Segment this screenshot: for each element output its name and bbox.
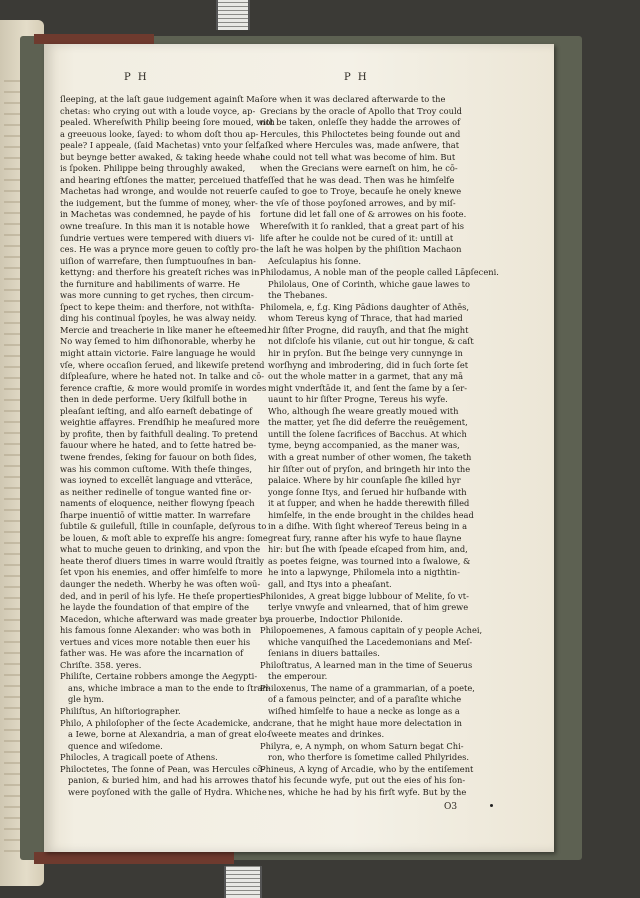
right-column bbox=[260, 94, 499, 798]
color-scale-bottom bbox=[224, 866, 262, 898]
text-line: palaice. Where by hir counſaple ſhe killed hyr bbox=[268, 475, 461, 486]
text-line: untill the ſolene ſacrifices of Bacchus. At which bbox=[268, 428, 467, 439]
text-line: a prouerbe, Indoctior Philonide. bbox=[268, 613, 403, 624]
text-line: Philiſtus, An hiſtoriographer. bbox=[60, 705, 181, 716]
text-line: quence and wiſedome. bbox=[68, 740, 163, 751]
text-line: his famous ſonne Alexander: who was both in bbox=[60, 625, 252, 636]
text-line: uiſion of warrefare, then ſumptuouſnes in ban- bbox=[60, 255, 256, 266]
text-line: pleaſant ieſting, and alſo earneſt debatinge of bbox=[60, 405, 253, 416]
text-line: owne treaſure. In this man it is notable howe bbox=[60, 221, 250, 232]
text-line: ſundrie vertues were tempered with diuers vi- bbox=[60, 232, 255, 243]
text-line: whiche vanquiſhed the Lacedemonians and Meſ- bbox=[268, 636, 473, 647]
text-line: in a diſhe. With ſight whereof Tereus being in a bbox=[268, 521, 468, 532]
text-line: Philoctetes, The ſonne of Pean, was Hercules cō- bbox=[60, 763, 265, 774]
text-line: ſenians in diuers battailes. bbox=[268, 648, 380, 659]
cover-spine-top bbox=[34, 34, 154, 44]
text-line: ding his continual ſpoyles, he was alway neidy. bbox=[60, 313, 257, 324]
text-line: peale? I appeale, (ſaid Machetas) vnto your ſelf, bbox=[60, 140, 262, 151]
text-line: diſpleaſure, where he hated not. In talke and cō- bbox=[60, 371, 265, 382]
text-line: out the whole matter in a garmet, that any mā bbox=[268, 371, 464, 382]
text-line: ſharpe inuentiō of wittie matter. In warrefare bbox=[60, 509, 251, 520]
text-line: uaunt to hir ſiſter Progne, Tereus his wyfe. bbox=[268, 394, 448, 405]
text-line: life after he coulde not be cured of it: untill at bbox=[260, 232, 454, 243]
text-line: vſe, where occaſion ſerued, and likewiſe pretend bbox=[60, 359, 265, 370]
text-line: then in dede performe. Uery ſkilfull bothe in bbox=[60, 394, 248, 405]
text-line: the furniture and habiliments of warre. He bbox=[60, 278, 240, 289]
text-line: ron, who therfore is ſometime called Philyrides. bbox=[268, 752, 470, 763]
text-line: Philopoemenes, A famous capitain of y people Achei, bbox=[260, 625, 483, 636]
text-line: and hearing eftſones the matter, perceiued that bbox=[60, 174, 261, 185]
text-line: heate therof diuers times in warre would ſtraitly bbox=[60, 555, 264, 566]
text-line: Philodamus, A noble man of the people called Lāpſeceni. bbox=[260, 267, 499, 278]
text-line: himſelfe, in the ende brought in the childes head bbox=[268, 509, 474, 520]
text-line: whom Tereus kyng of Thrace, that had maried bbox=[268, 313, 463, 324]
text-line: ſpect to kepe theim: and therfore, not withſta- bbox=[60, 301, 255, 312]
text-line: naments of eloquence, neither flowyng ſpeach bbox=[60, 498, 255, 509]
text-line: be louen, & moſt able to expreſſe his angre: ſome bbox=[60, 532, 268, 543]
ink-dot bbox=[490, 804, 493, 807]
text-line: ſet vpon his enemies, and offer himſelfe to more bbox=[60, 567, 263, 578]
text-line: were poyſoned with the galle of Hydra. Whiche bbox=[68, 786, 267, 797]
text-line: Philyra, e, A nymph, on whom Saturn begat Chi- bbox=[260, 740, 464, 751]
text-line: Whereſwith it ſo rankled, that a great part of his bbox=[260, 221, 464, 232]
text-line: ſweete meates and drinkes. bbox=[268, 729, 385, 740]
text-line: hir in pryſon. But ſhe beinge very cunnynge in bbox=[268, 348, 463, 359]
text-line: No way ſemed to him diſhonorable, wherby he bbox=[60, 336, 256, 347]
text-line: great fury, ranne after his wyfe to haue ſlayne bbox=[268, 532, 462, 543]
text-line: ans, whiche imbrace a man to the ende to ſtran- bbox=[68, 682, 271, 693]
book-page bbox=[44, 44, 554, 852]
running-head-right: P H bbox=[344, 72, 369, 83]
text-line: tyme, beyng accompanied, as the maner was, bbox=[268, 440, 460, 451]
text-line: what to muche geuen to drinking, and vpon the bbox=[60, 544, 261, 555]
text-line: Philoxenus, The name of a grammarian, of a poete, bbox=[260, 682, 475, 693]
text-line: kettyng: and therfore his greateſt riches was in bbox=[60, 267, 260, 278]
text-line: when the Grecians were earneſt on him, he cō- bbox=[260, 163, 458, 174]
text-line: Aeſculapius his ſonne. bbox=[268, 255, 361, 266]
text-line: terlye vnwyſe and vnlearned, that of him grewe bbox=[268, 602, 469, 613]
text-line: Who, although ſhe weare greatly moued with bbox=[268, 405, 459, 416]
text-line: he layde the foundation of that empire of the bbox=[60, 602, 250, 613]
text-line: a Iewe, borne at Alexandria, a man of great elo- bbox=[68, 729, 270, 740]
text-line: gle hym. bbox=[68, 694, 105, 705]
text-line: was his common cuſtome. With theſe thinges, bbox=[60, 463, 252, 474]
text-line: is ſpoken. Philippe being throughly awaked, bbox=[60, 163, 246, 174]
text-line: yonge ſonne Itys, and ſerued hir huſbande with bbox=[268, 486, 467, 497]
text-line: he could not tell what was become of him. But bbox=[260, 151, 456, 162]
text-line: Grecians by the oracle of Apollo that Troy could bbox=[260, 105, 462, 116]
text-line: father was. He was afore the incarnation of bbox=[60, 648, 244, 659]
running-head-left: P H bbox=[124, 72, 149, 83]
text-line: daunger the nedeth. Wherby he was often woū- bbox=[60, 578, 261, 589]
text-line: Philolaus, One of Corinth, whiche gaue lawes to bbox=[268, 278, 470, 289]
text-line: vertues and vices more notable then euer his bbox=[60, 636, 251, 647]
text-line: nes, whiche he had by his firſt wyfe. But by the bbox=[268, 786, 467, 797]
text-line: hir ſiſter Progne, did rauyſh, and that ſhe might bbox=[268, 324, 469, 335]
text-line: wiſhed himſelfe to haue a necke as longe as a bbox=[268, 705, 460, 716]
text-line: fauour where he hated, and to ſette hatred be- bbox=[60, 440, 257, 451]
text-line: Phineus, A kyng of Arcadie, who by the entiſement bbox=[260, 763, 474, 774]
color-scale-top bbox=[216, 0, 250, 30]
text-line: the matter, yet ſhe did deferre the reuēgement, bbox=[268, 417, 468, 428]
text-line: the iudgement, but the ſumme of money, wher- bbox=[60, 197, 258, 208]
text-line: Philonides, A great bigge lubbour of Melite, ſo vt- bbox=[260, 590, 469, 601]
text-line: Mercie and treacherie in like maner he eſteemed. bbox=[60, 324, 270, 335]
text-line: Philo, A philoſopher of the ſecte Academicke, and bbox=[60, 717, 269, 728]
cover-spine-bottom bbox=[34, 852, 234, 864]
text-line: in Machetas was condemned, he payde of his bbox=[60, 209, 251, 220]
text-line: the emperour. bbox=[268, 671, 328, 682]
text-line: not be taken, onleſſe they hadde the arrowes of bbox=[260, 117, 461, 128]
text-line: cauſed to goe to Troye, becauſe he onely knewe bbox=[260, 186, 462, 197]
text-line: the laſt he was holpen by the phiſition Machaon bbox=[260, 244, 462, 255]
text-line: with a great number of other women, ſhe taketh bbox=[268, 451, 472, 462]
text-line: chetas: who crying out with a loude voyce, ap- bbox=[60, 105, 256, 116]
text-line: twene frendes, ſeking for fauour on both ſides, bbox=[60, 451, 257, 462]
text-line: it at ſupper, and when he hadde therewith filled bbox=[268, 498, 470, 509]
text-line: ded, and in peril of his lyfe. He theſe properties bbox=[60, 590, 261, 601]
text-line: by profite, then by faithfull dealing. To pretend bbox=[60, 428, 258, 439]
text-line: was ioyned to excellēt language and vtterāce, bbox=[60, 475, 253, 486]
text-line: of his ſecunde wyfe, put out the eies of his ſon- bbox=[268, 775, 466, 786]
text-line: Philomela, e, f.g. King Pādions daughter of Athēs, bbox=[260, 301, 470, 312]
text-line: weightie affayres. Frendſhip he meaſured more bbox=[60, 417, 260, 428]
text-line: Philiſte, Certaine robbers amonge the Aegypti- bbox=[60, 671, 258, 682]
text-line: was more cunning to get ryches, then circum- bbox=[60, 290, 254, 301]
text-line: ſubtile & guilefull, ſtille in counſaple, deſyrous to bbox=[60, 521, 267, 532]
text-line: he into a lapwynge, Philomela into a nigthtin- bbox=[268, 567, 460, 578]
text-line: the Thebanes. bbox=[268, 290, 328, 301]
text-line: Philocles, A tragicall poete of Athens. bbox=[60, 752, 218, 763]
text-line: a greeuous looke, ſayed: to whom doſt thou ap- bbox=[60, 128, 259, 139]
text-line: pealed. Whereſwith Philip beeing ſore moued, with bbox=[60, 117, 275, 128]
text-line: Philoſtratus, A learned man in the time of Seuerus bbox=[260, 659, 473, 670]
text-line: ces. He was a prynce more geuen to coſtly pro- bbox=[60, 244, 259, 255]
text-line: the vſe of those poyſoned arrowes, and by miſ- bbox=[260, 197, 456, 208]
signature-mark: O3 bbox=[444, 802, 458, 812]
text-line: fortune did let fall one of & arrowes on his foote. bbox=[260, 209, 467, 220]
text-line: hir ſiſter out of pryſon, and bringeth hir into the bbox=[268, 463, 471, 474]
text-line: worſhyng and imbrodering, did in ſuch ſorte ſet bbox=[268, 359, 469, 370]
text-line: not diſcloſe his vilanie, cut out hir tongue, & caſt bbox=[268, 336, 474, 347]
text-line: Hercules, this Philoctetes being founde out and bbox=[260, 128, 461, 139]
text-line: aſked where Hercules was, made anſwere, that bbox=[260, 140, 460, 151]
text-line: gall, and Itys into a pheaſant. bbox=[268, 578, 392, 589]
text-line: Chriſte. 358. yeres. bbox=[60, 659, 142, 670]
text-line: Machetas had wronge, and woulde not reuerſe bbox=[60, 186, 258, 197]
text-line: might attain victorie. Faire language he would bbox=[60, 348, 256, 359]
text-line: hir: but ſhe with ſpeade eſcaped from him, and, bbox=[268, 544, 468, 555]
text-line: as neither redinelle of tongue wanted fine or- bbox=[60, 486, 252, 497]
text-line: of a famous peincter, and of a paraſite whiche bbox=[268, 694, 462, 705]
text-line: ference craftie, & more would promiſe in wordes bbox=[60, 382, 267, 393]
text-line: as poetes feigne, was tourned into a ſwalowe, & bbox=[268, 555, 471, 566]
text-line: ſleeping, at the laſt gaue iudgement againſt Ma- bbox=[60, 94, 263, 104]
text-line: but beynge better awaked, & taking heede what bbox=[60, 151, 264, 162]
text-line: panion, & buried him, and had his arrowes that bbox=[68, 775, 269, 786]
text-line: ſore when it was declared afterwarde to the bbox=[260, 94, 446, 104]
left-column bbox=[60, 94, 275, 798]
text-line: crane, that he might haue more delectation in bbox=[268, 717, 462, 728]
text-line: Macedon, whiche afterward was made greater by bbox=[60, 613, 270, 624]
text-line: feſſed that he was dead. Then was he himſelfe bbox=[260, 174, 455, 185]
text-line: might vnderſtāde it, and ſent the ſame by a ſer- bbox=[268, 382, 467, 393]
